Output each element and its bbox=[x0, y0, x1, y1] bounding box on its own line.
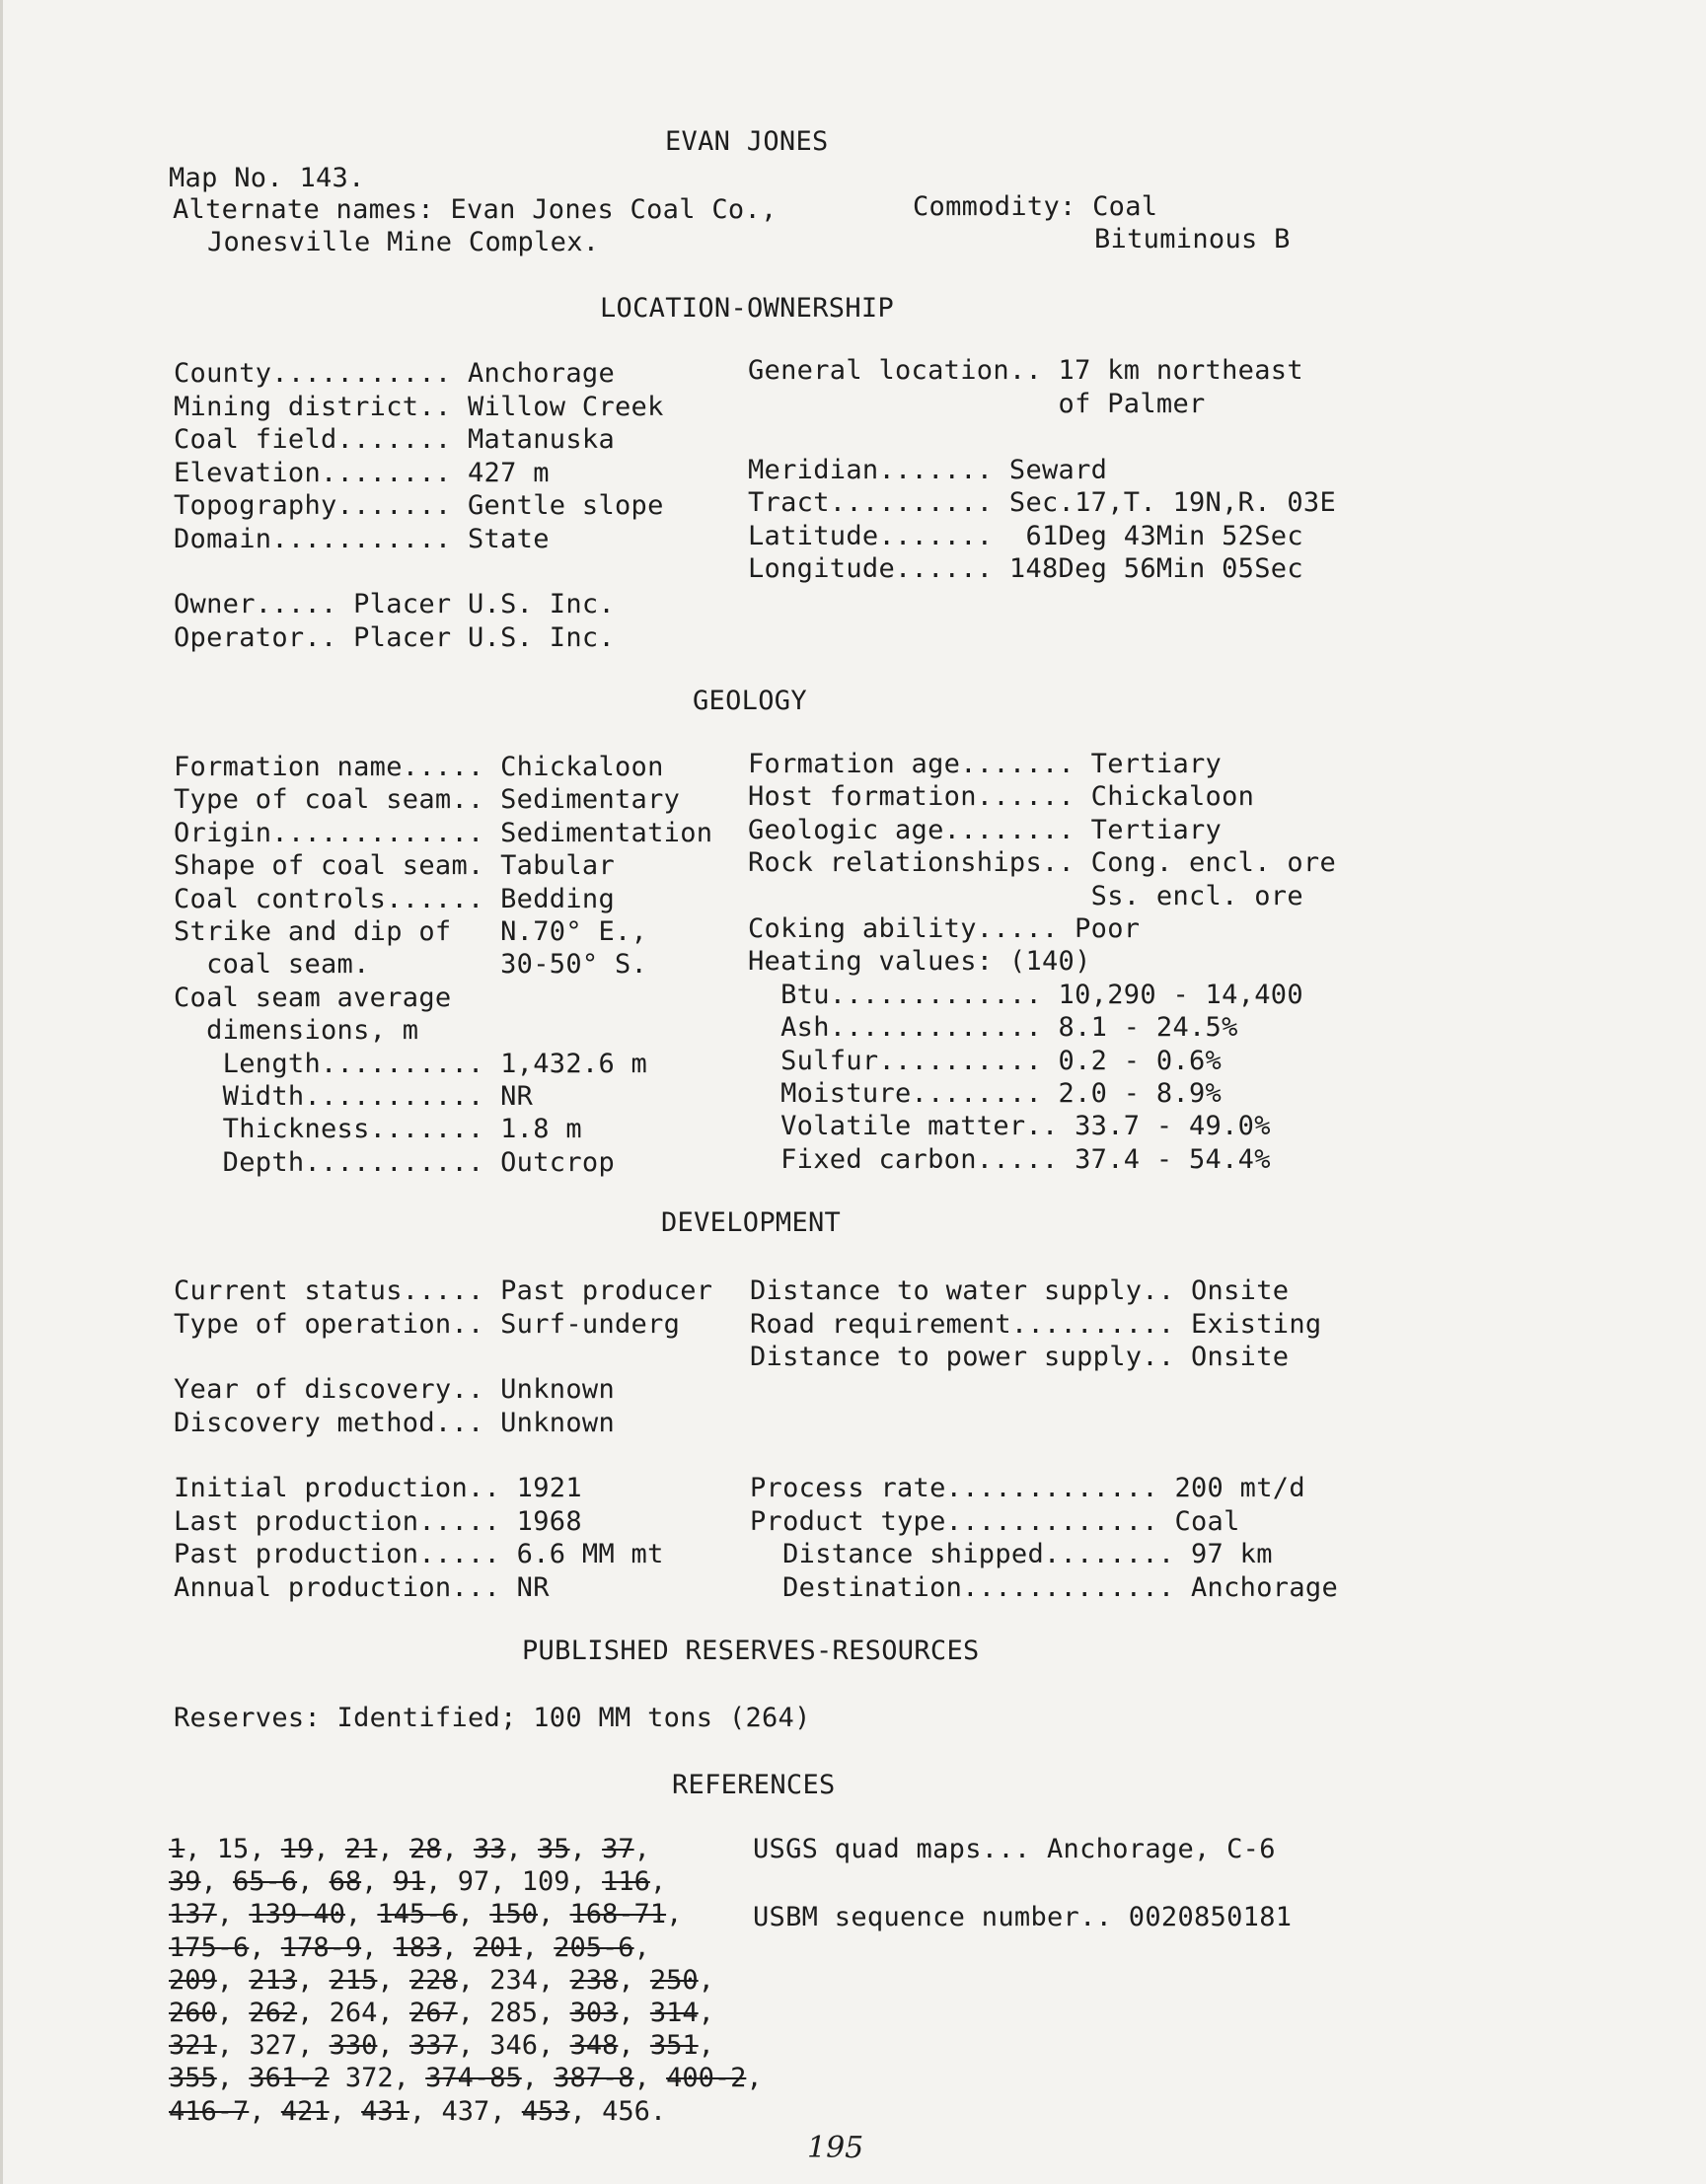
geology-right-line: Moisture........ 2.0 - 8.9% bbox=[748, 1078, 1223, 1109]
location-left-line: Topography....... Gentle slope bbox=[174, 490, 664, 521]
geology-right-line: Btu............. 10,290 - 14,400 bbox=[748, 979, 1303, 1010]
development-processing-line: Distance shipped........ 97 km bbox=[750, 1539, 1273, 1569]
development-status-line: Type of operation.. Surf-underg bbox=[174, 1308, 681, 1340]
geology-right-line: Ash............. 8.1 - 24.5% bbox=[748, 1012, 1238, 1044]
reference-line: 39, 65-6, 68, 91, 97, 109, 116, bbox=[169, 1866, 667, 1898]
geology-right-line: Volatile matter.. 33.7 - 49.0% bbox=[748, 1111, 1271, 1142]
geology-right-line: Rock relationships.. Cong. encl. ore bbox=[748, 847, 1336, 879]
geology-left-line: Shape of coal seam. Tabular bbox=[174, 850, 615, 882]
reference-line: 175-6, 178-9, 183, 201, 205-6, bbox=[169, 1931, 650, 1963]
reference-line: 321, 327, 330, 337, 346, 348, 351, bbox=[169, 2030, 714, 2062]
geology-right-line: Formation age....... Tertiary bbox=[748, 749, 1223, 779]
location-left-line: Mining district.. Willow Creek bbox=[174, 391, 664, 422]
development-infrastructure-line: Road requirement.......... Existing bbox=[750, 1308, 1322, 1340]
development-processing-line: Destination............. Anchorage bbox=[750, 1571, 1338, 1603]
geology-left-line: dimensions, m bbox=[174, 1015, 419, 1047]
location-left-line: Coal field....... Matanuska bbox=[174, 424, 615, 455]
location-right-line: General location.. 17 km northeast bbox=[748, 355, 1303, 386]
development-discovery-line: Discovery method... Unknown bbox=[174, 1407, 615, 1438]
section-heading-references: REFERENCES bbox=[672, 1770, 836, 1800]
reserves-text: Reserves: Identified; 100 MM tons (264) bbox=[174, 1703, 811, 1733]
page-number: 195 bbox=[807, 2131, 864, 2165]
section-heading-location: LOCATION-OWNERSHIP bbox=[600, 293, 894, 324]
development-discovery-line: Year of discovery.. Unknown bbox=[174, 1374, 615, 1405]
location-left-line: County........... Anchorage bbox=[174, 358, 615, 389]
geology-left-line: coal seam. 30-50° S. bbox=[174, 949, 648, 981]
commodity: Commodity: Coal bbox=[913, 191, 1158, 222]
owner-line: Owner..... Placer U.S. Inc. bbox=[174, 589, 615, 619]
location-right-line: Meridian....... Seward bbox=[748, 454, 1108, 485]
geology-left-line: Origin............. Sedimentation bbox=[174, 817, 713, 848]
location-right-line: Longitude...... 148Deg 56Min 05Sec bbox=[748, 553, 1303, 584]
reference-line: 209, 213, 215, 228, 234, 238, 250, bbox=[169, 1964, 714, 1996]
geology-right-line: Heating values: (140) bbox=[748, 946, 1091, 978]
geology-right-line: Ss. encl. ore bbox=[748, 880, 1303, 911]
location-right-line: Tract.......... Sec.17,T. 19N,R. 03E bbox=[748, 487, 1336, 518]
geology-right-line: Host formation...... Chickaloon bbox=[748, 781, 1255, 813]
geology-left-line: Strike and dip of N.70° E., bbox=[174, 916, 648, 947]
operator-line: Operator.. Placer U.S. Inc. bbox=[174, 622, 615, 653]
reference-line: 260, 262, 264, 267, 285, 303, 314, bbox=[169, 1998, 714, 2028]
usbm-sequence-number: USBM sequence number.. 0020850181 bbox=[753, 1902, 1293, 1932]
section-heading-geology: GEOLOGY bbox=[693, 686, 807, 716]
geology-left-line: Type of coal seam.. Sedimentary bbox=[174, 784, 681, 816]
page-title: EVAN JONES bbox=[665, 126, 829, 157]
map-number: Map No. 143. bbox=[169, 163, 365, 193]
alternate-names: Alternate names: Evan Jones Coal Co., bbox=[173, 194, 778, 225]
commodity-rank: Bituminous B bbox=[1094, 224, 1291, 255]
geology-right-line: Fixed carbon..... 37.4 - 54.4% bbox=[748, 1143, 1271, 1175]
reference-line: 1, 15, 19, 21, 28, 33, 35, 37, bbox=[169, 1834, 650, 1864]
geology-right-line: Coking ability..... Poor bbox=[748, 913, 1141, 944]
development-production-line: Annual production... NR bbox=[174, 1571, 550, 1603]
geology-left-line: Formation name..... Chickaloon bbox=[174, 752, 664, 782]
development-status-line: Current status..... Past producer bbox=[174, 1275, 713, 1306]
alternate-names-continued: Jonesville Mine Complex. bbox=[207, 227, 600, 257]
development-infrastructure-line: Distance to water supply.. Onsite bbox=[750, 1275, 1290, 1306]
geology-right-line: Sulfur.......... 0.2 - 0.6% bbox=[748, 1045, 1223, 1076]
geology-left-line: Coal controls...... Bedding bbox=[174, 883, 615, 914]
geology-left-line: Width........... NR bbox=[174, 1081, 534, 1112]
development-processing-line: Process rate............. 200 mt/d bbox=[750, 1473, 1305, 1503]
reference-line: 137, 139-40, 145-6, 150, 168-71, bbox=[169, 1899, 683, 1930]
development-infrastructure-line: Distance to power supply.. Onsite bbox=[750, 1342, 1290, 1372]
location-left-line: Elevation........ 427 m bbox=[174, 457, 550, 488]
section-heading-development: DEVELOPMENT bbox=[661, 1207, 842, 1238]
development-processing-line: Product type............. Coal bbox=[750, 1505, 1240, 1537]
reference-line: 416-7, 421, 431, 437, 453, 456. bbox=[169, 2095, 667, 2127]
geology-left-line: Thickness....... 1.8 m bbox=[174, 1114, 582, 1145]
development-production-line: Past production..... 6.6 MM mt bbox=[174, 1539, 664, 1569]
location-right-line: Latitude....... 61Deg 43Min 52Sec bbox=[748, 520, 1303, 551]
geology-left-line: Length.......... 1,432.6 m bbox=[174, 1048, 648, 1079]
development-production-line: Initial production.. 1921 bbox=[174, 1473, 582, 1503]
location-right-line: of Palmer bbox=[748, 388, 1206, 419]
location-left-line: Domain........... State bbox=[174, 523, 550, 554]
geology-left-line: Coal seam average bbox=[174, 982, 452, 1013]
usgs-quad-maps: USGS quad maps... Anchorage, C-6 bbox=[753, 1834, 1276, 1864]
geology-left-line: Depth........... Outcrop bbox=[174, 1146, 615, 1178]
development-production-line: Last production..... 1968 bbox=[174, 1505, 582, 1537]
reference-line: 355, 361-2 372, 374-85, 387-8, 400-2, bbox=[169, 2063, 763, 2094]
section-heading-reserves: PUBLISHED RESERVES-RESOURCES bbox=[522, 1636, 980, 1666]
geology-right-line: Geologic age........ Tertiary bbox=[748, 814, 1223, 845]
